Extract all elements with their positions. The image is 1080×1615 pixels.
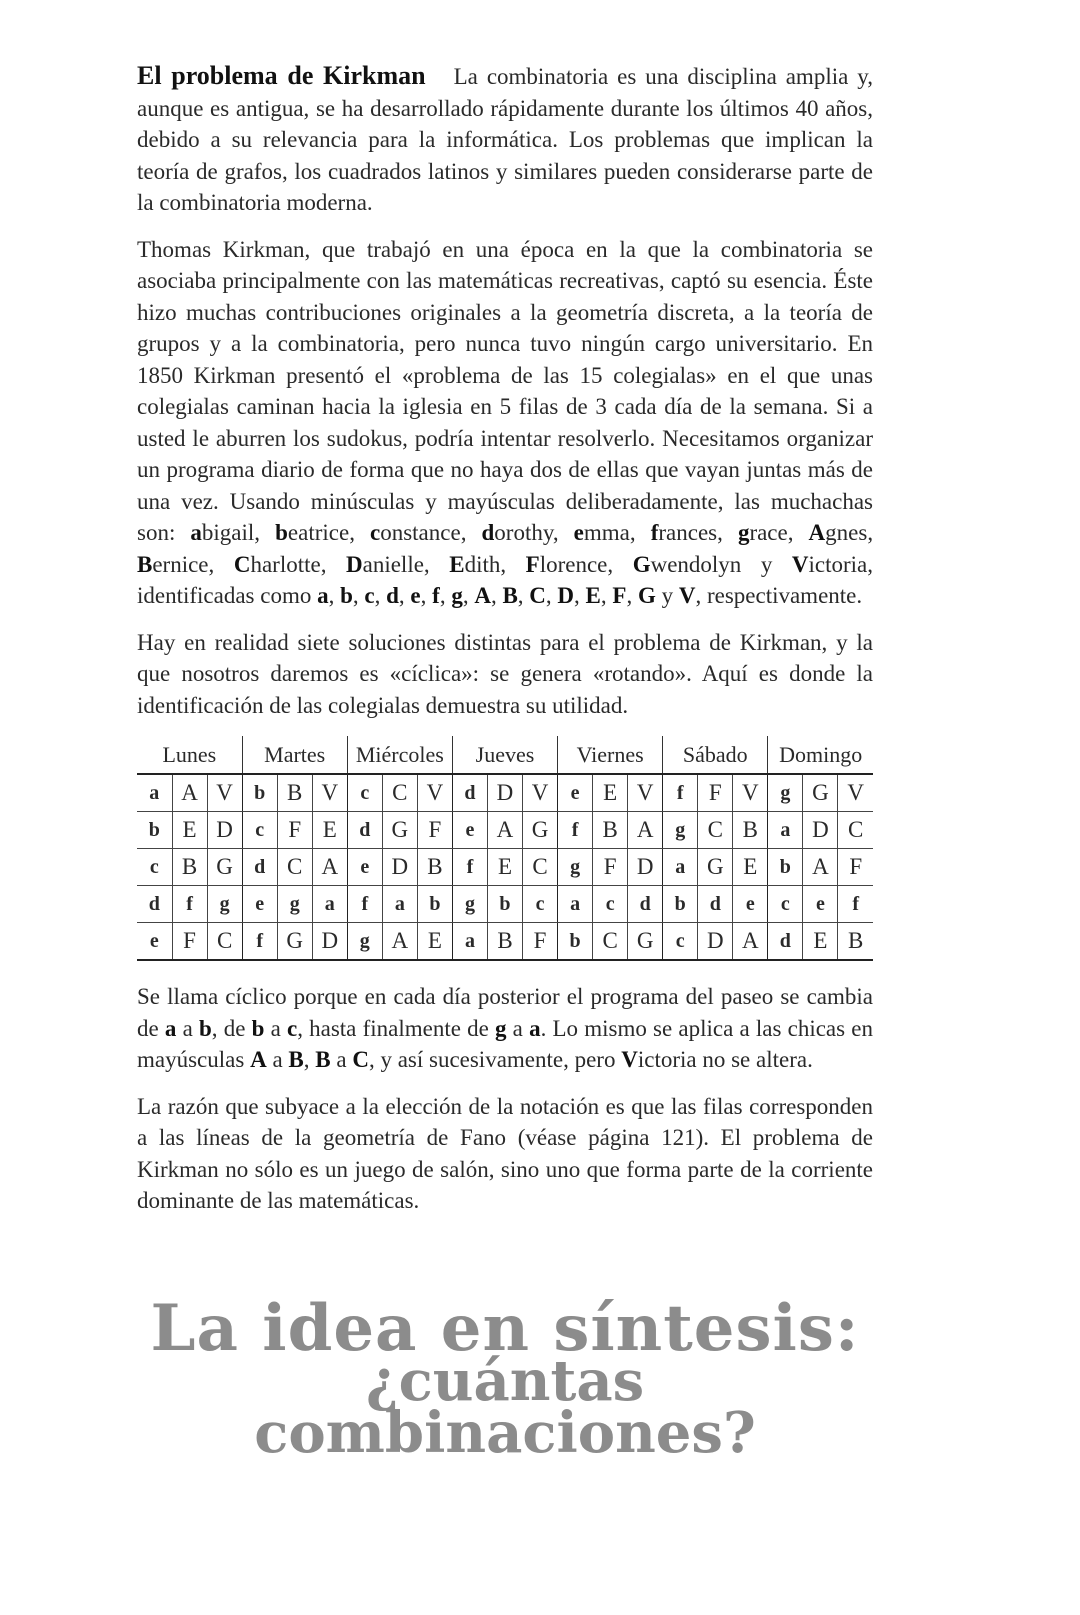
paragraph-kirkman-history [137,234,873,612]
table-cell: f [838,886,873,923]
table-cell: C [207,923,242,961]
girl-initial: F [525,551,540,577]
table-cell: B [172,849,207,886]
letter-code: g [451,583,463,608]
text-column [137,60,873,1232]
table-cell: G [207,849,242,886]
table-cell: G [382,812,417,849]
letter-code: D [557,583,575,608]
table-cell: D [487,774,522,812]
table-cell: e [242,886,277,923]
table-cell: E [593,774,628,812]
table-cell: C [838,812,873,849]
bold-letter: C [352,1047,369,1072]
table-cell: e [452,812,487,849]
table-cell: G [277,923,312,961]
table-cell: f [663,774,698,812]
letter-code: f [432,583,440,608]
table-cell: g [663,812,698,849]
table-cell: B [593,812,628,849]
letter-code: a [317,583,329,608]
girl-initial: a [190,520,202,545]
day-header: Sábado [663,736,768,774]
table-cell: a [663,849,698,886]
text-run: , [303,1047,316,1072]
table-cell: E [733,849,768,886]
bold-letter: b [251,1015,265,1041]
table-cell: C [382,774,417,812]
bold-letter: a [529,1015,541,1041]
table-cell: A [628,812,663,849]
table-cell: C [698,812,733,849]
girl-name-rest: anielle [362,551,424,577]
girls-list: abigail, beatrice, constance, dorothy, emma, frances, grace, Agnes, Bernice, Charlotte, Danielle, Edith, Florence, Gwendolyn y Victoria [137,520,874,577]
table-header-row [137,736,873,774]
summary-line-2: ¿cuántas [365,1348,645,1414]
girl-name [809,520,868,545]
girl-name [370,520,461,545]
girl-initial: A [808,520,826,545]
bold-letter: a [164,1015,177,1041]
table-cell: C [277,849,312,886]
table-cell: e [558,774,593,812]
table-cell: F [277,812,312,849]
girl-initial: V [791,551,809,577]
table-cell: V [312,774,347,812]
girl-name [137,552,209,577]
paragraph-fano: La razón que subyace a la elección de la notación es que las filas corresponden a las líneas de la geometría de Fano (véase página 121). El problema de Kirkman no sólo es un juego de salón, sino uno que forma parte de la corriente dominante de las matemáticas. [137,1093,873,1213]
table-cell: c [768,886,803,923]
table-cell: b [417,886,452,923]
table-cell: c [593,886,628,923]
letter-code: C [529,583,546,608]
table-cell: F [698,774,733,812]
table-cell: c [663,923,698,961]
table-cell: B [733,812,768,849]
table-cell: D [312,923,347,961]
table-cell: g [558,849,593,886]
girl-initial: B [137,551,153,577]
table-cell: V [838,774,873,812]
girl-initial: g [737,520,750,545]
table-cell: a [382,886,417,923]
table-cell: d [628,886,663,923]
girl-name-rest: dith [464,551,501,577]
bold-letter: B [315,1047,331,1072]
girl-name-rest: ictoria [808,551,868,577]
table-cell: V [417,774,452,812]
respectively-text: , respectivamente. [695,583,863,608]
girl-name [738,520,788,545]
table-cell: D [803,812,838,849]
table-cell: d [137,886,172,923]
table-cell: d [347,812,382,849]
table-cell: g [277,886,312,923]
kirkman-schedule-table [137,736,873,961]
girl-name-rest: harlotte [250,551,321,577]
table-cell: e [803,886,838,923]
table-cell: e [347,849,382,886]
text-run: a [330,1047,353,1072]
letter-code: b [340,583,353,608]
table-cell: V [733,774,768,812]
bold-letter: g [495,1015,507,1041]
girl-name-rest: rances [658,520,718,545]
letter-code: e [410,583,421,608]
text-run: a [266,1047,289,1072]
table-cell: a [312,886,347,923]
summary-line-1: La idea en síntesis: [150,1291,860,1366]
table-row [137,849,873,886]
table-cell: b [137,812,172,849]
table-cell: B [417,849,452,886]
table-cell: V [523,774,558,812]
conjunction: y [655,583,679,608]
bold-letter: A [250,1047,267,1072]
table-cell: a [137,774,172,812]
girl-name [633,552,742,577]
girl-name-rest: gnes [825,520,868,545]
day-header: Domingo [768,736,873,774]
table-cell: b [768,849,803,886]
table-cell: c [523,886,558,923]
table-cell: E [417,923,452,961]
text-run: . Lo mismo se aplica a las chicas en mayúsculas [137,1015,873,1072]
table-row [137,774,873,812]
table-cell: f [452,849,487,886]
letter-code: d [386,583,399,608]
girl-name [234,552,321,577]
table-cell: C [523,849,558,886]
table-cell: f [172,886,207,923]
girl-name-rest: wendolyn [650,551,742,577]
table-cell: a [452,923,487,961]
table-cell: b [242,774,277,812]
letter-code: A [474,583,491,608]
text-run: a [506,1015,530,1041]
letters-list: a, b, c, d, e, f, g, A, B, C, D, E, F, G y V [317,583,696,608]
girl-name [346,552,424,577]
table-cell: A [487,812,522,849]
table-cell: E [172,812,207,849]
table-cell: g [452,886,487,923]
table-cell: b [487,886,522,923]
table-cell: B [487,923,522,961]
day-header: Viernes [558,736,663,774]
table-cell: a [558,886,593,923]
table-cell: e [733,886,768,923]
bold-letter: V [621,1047,638,1072]
table-cell: d [768,923,803,961]
day-header: Miércoles [347,736,452,774]
table-cell: G [698,849,733,886]
summary-line-3: combinaciones? [254,1400,756,1466]
table-cell: d [698,886,733,923]
girl-name-rest: bigail [201,520,255,545]
table-cell: c [137,849,172,886]
girl-name [275,520,349,545]
table-cell: E [312,812,347,849]
table-cell: A [312,849,347,886]
girl-name [190,520,254,545]
girl-name-rest: race [749,520,788,545]
table-cell: a [768,812,803,849]
text-run: a [176,1015,199,1041]
table-cell: C [593,923,628,961]
girl-name [449,552,500,577]
table-cell: g [207,886,242,923]
day-header: Lunes [137,736,242,774]
history-text: Thomas Kirkman, que trabajó en una época en la que la combinatoria se asociaba principalmente con las matemáticas recreativas, captó su esencia. Éste hizo muchas contribuciones originales a la geometría discreta, a la teoría de grupos y a la combinatoria, pero nunca tuvo ningún cargo universitario. En 1850 Kirkman presentó el «problema de las 15 colegialas» en el que unas colegialas caminan hacia la iglesia en 5 filas de 3 cada día de la semana. Si a usted le aburren los sudokus, podría intentar resolverlo. Necesitamos organizar un programa diario de forma que no haya dos de ellas que vayan juntas más de una vez. Usando minúsculas y mayúsculas deliberadamente, las muchachas son: [137,236,873,545]
table-cell: F [593,849,628,886]
bold-letter: B [288,1047,304,1072]
table-cell: D [207,812,242,849]
table-cell: A [382,923,417,961]
table-cell: F [523,923,558,961]
girl-initial: e [573,520,584,545]
table-cell: F [838,849,873,886]
girl-name [574,520,630,545]
girl-initial: c [370,520,381,545]
letter-code: V [678,583,696,608]
table-cell: f [558,812,593,849]
table-cell: f [242,923,277,961]
table-cell: B [838,923,873,961]
table-cell: D [628,849,663,886]
table-cell: e [137,923,172,961]
table-cell: c [242,812,277,849]
table-cell: F [417,812,452,849]
girl-initial: C [233,551,251,577]
bold-letter: c [286,1015,298,1041]
letter-code: F [612,583,627,608]
day-header: Martes [242,736,347,774]
table-cell: V [207,774,242,812]
table-cell: c [347,774,382,812]
table-cell: b [558,923,593,961]
table-cell: E [803,923,838,961]
girl-name [792,552,867,577]
table-cell: b [663,886,698,923]
table-row [137,886,873,923]
girl-name-rest: lorence [539,551,608,577]
paragraph-intro [137,60,873,219]
table-row [137,812,873,849]
table-cell: E [487,849,522,886]
bold-letter: b [198,1015,212,1041]
table-cell: d [242,849,277,886]
text-run: , hasta finalmente de [297,1015,495,1041]
letter-code: B [502,583,518,608]
table-cell: A [172,774,207,812]
table-cell: A [803,849,838,886]
table-body [137,774,873,960]
text-run: a [264,1015,287,1041]
girl-name [651,520,717,545]
day-header: Jueves [452,736,557,774]
girl-initial: D [346,551,363,577]
text-run: , de [211,1015,252,1041]
girl-name-rest: mma [583,520,630,545]
table-cell: V [628,774,663,812]
identified-text: , identificadas como [137,551,874,608]
table-cell: D [382,849,417,886]
summary-title [137,1291,873,1466]
table-cell: G [803,774,838,812]
girl-name-rest: eatrice [287,520,350,545]
table-row [137,923,873,961]
table-cell: f [347,886,382,923]
girl-initial: b [275,520,288,545]
girl-initial: E [449,551,465,577]
text-run: , y así sucesivamente, pero [368,1047,622,1072]
letter-code: G [637,583,656,608]
table-cell: d [452,774,487,812]
table-cell: B [277,774,312,812]
girl-initial: d [481,520,495,545]
table-cell: F [172,923,207,961]
girl-name-rest: onstance [380,520,461,545]
table-cell: G [628,923,663,961]
paragraph-cyclic [137,981,873,1076]
girl-name [482,520,553,545]
table-cell: G [523,812,558,849]
text-run: Se llama cíclico porque en cada día posterior el programa del paseo se cambia de [137,984,873,1041]
table-cell: g [768,774,803,812]
girl-name-rest: ernice [152,551,209,577]
intro-text: La combinatoria es una disciplina amplia y, aunque es antigua, se ha desarrollado rápidamente durante los últimos 40 años, debido a su relevancia para la informática. Los problemas que implican la teoría de grafos, los cuadrados latinos y similares pueden considerarse parte de la combinatoria moderna. [137,64,874,215]
girl-name [526,552,608,577]
girl-name-rest: orothy [494,520,553,545]
table-cell: A [733,923,768,961]
girl-initial: G [632,551,651,577]
girl-initial: f [650,520,659,545]
conjunction: y [741,551,792,577]
section-heading: El problema de Kirkman [137,61,426,90]
letter-code: c [364,583,375,608]
table-cell: g [347,923,382,961]
paragraph-solutions: Hay en realidad siete soluciones distintas para el problema de Kirkman, y la que nosotros daremos es «cíclica»: se genera «rotando». Aquí es donde la identificación de las colegialas demuestra su utilidad. [137,629,873,718]
letter-code: E [585,583,601,608]
text-run: ictoria no se altera. [637,1047,813,1072]
table-cell: D [698,923,733,961]
